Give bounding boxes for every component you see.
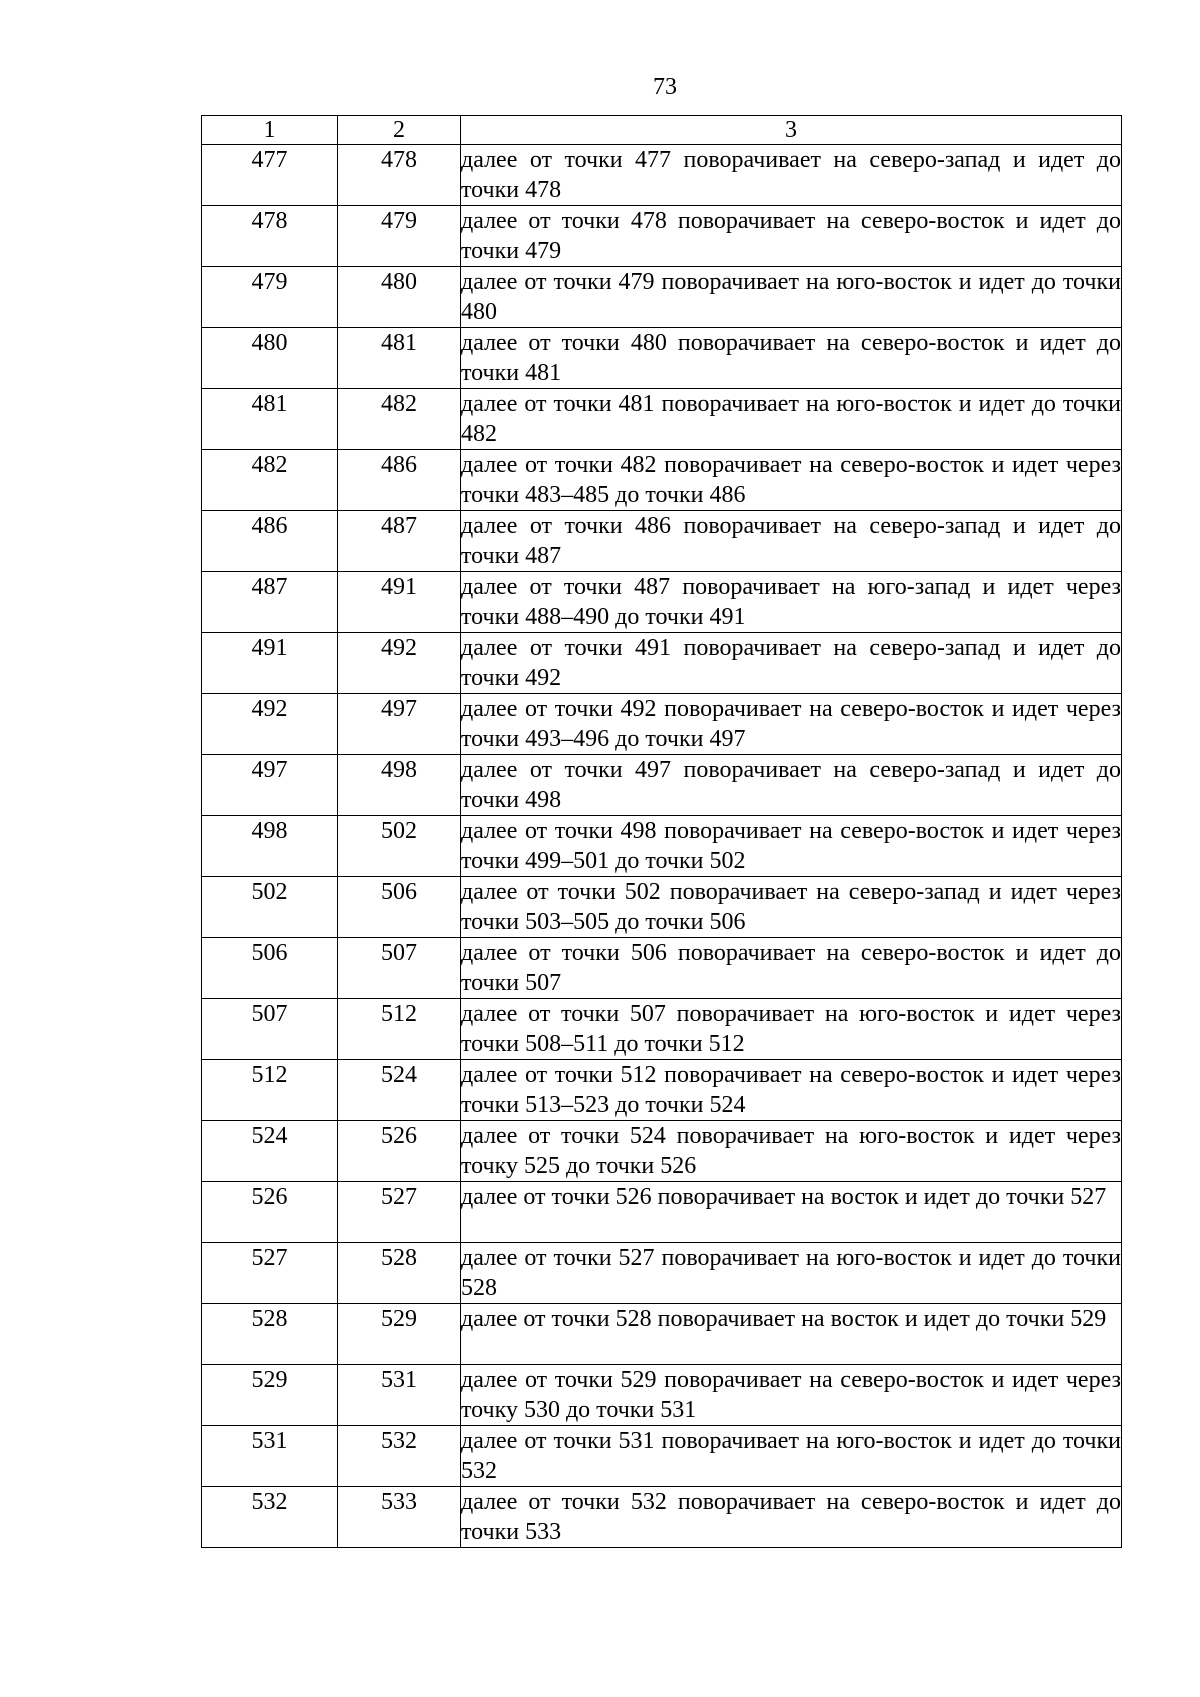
from-point-cell: 477 bbox=[202, 145, 338, 206]
from-point-cell: 478 bbox=[202, 206, 338, 267]
from-point-cell: 497 bbox=[202, 755, 338, 816]
table-row bbox=[202, 1182, 1122, 1243]
table-row bbox=[202, 572, 1122, 633]
from-point-cell: 482 bbox=[202, 450, 338, 511]
to-point-cell: 482 bbox=[338, 389, 461, 450]
description-cell: далее от точки 532 поворачивает на северо-восток и идет до точки 533 bbox=[461, 1487, 1122, 1548]
page-number: 73 bbox=[653, 74, 677, 100]
table-row bbox=[202, 1304, 1122, 1365]
table-row bbox=[202, 328, 1122, 389]
from-point-cell: 492 bbox=[202, 694, 338, 755]
from-point-cell: 512 bbox=[202, 1060, 338, 1121]
description-cell: далее от точки 502 поворачивает на северо-запад и идет через точки 503–505 до точки 506 bbox=[461, 877, 1122, 938]
description-cell: далее от точки 512 поворачивает на северо-восток и идет через точки 513–523 до точки 524 bbox=[461, 1060, 1122, 1121]
column-header-to: 2 bbox=[338, 116, 461, 145]
to-point-cell: 481 bbox=[338, 328, 461, 389]
to-point-cell: 524 bbox=[338, 1060, 461, 1121]
from-point-cell: 487 bbox=[202, 572, 338, 633]
column-header-description: 3 bbox=[461, 116, 1122, 145]
from-point-cell: 480 bbox=[202, 328, 338, 389]
table-row bbox=[202, 1426, 1122, 1487]
description-cell: далее от точки 486 поворачивает на северо-запад и идет до точки 487 bbox=[461, 511, 1122, 572]
to-point-cell: 479 bbox=[338, 206, 461, 267]
table-row bbox=[202, 999, 1122, 1060]
to-point-cell: 486 bbox=[338, 450, 461, 511]
to-point-cell: 506 bbox=[338, 877, 461, 938]
from-point-cell: 498 bbox=[202, 816, 338, 877]
from-point-cell: 524 bbox=[202, 1121, 338, 1182]
from-point-cell: 491 bbox=[202, 633, 338, 694]
from-point-cell: 528 bbox=[202, 1304, 338, 1365]
description-cell: далее от точки 497 поворачивает на северо-запад и идет до точки 498 bbox=[461, 755, 1122, 816]
description-cell: далее от точки 528 поворачивает на восток и идет до точки 529 bbox=[461, 1304, 1122, 1365]
description-cell: далее от точки 479 поворачивает на юго-восток и идет до точки 480 bbox=[461, 267, 1122, 328]
table-row bbox=[202, 755, 1122, 816]
from-point-cell: 506 bbox=[202, 938, 338, 999]
description-cell: далее от точки 491 поворачивает на северо-запад и идет до точки 492 bbox=[461, 633, 1122, 694]
to-point-cell: 498 bbox=[338, 755, 461, 816]
to-point-cell: 492 bbox=[338, 633, 461, 694]
description-cell: далее от точки 492 поворачивает на северо-восток и идет через точки 493–496 до точки 497 bbox=[461, 694, 1122, 755]
to-point-cell: 528 bbox=[338, 1243, 461, 1304]
table-row bbox=[202, 694, 1122, 755]
description-cell: далее от точки 527 поворачивает на юго-восток и идет до точки 528 bbox=[461, 1243, 1122, 1304]
table-row bbox=[202, 511, 1122, 572]
to-point-cell: 526 bbox=[338, 1121, 461, 1182]
table-row bbox=[202, 1243, 1122, 1304]
to-point-cell: 529 bbox=[338, 1304, 461, 1365]
from-point-cell: 507 bbox=[202, 999, 338, 1060]
to-point-cell: 491 bbox=[338, 572, 461, 633]
table-row bbox=[202, 816, 1122, 877]
from-point-cell: 479 bbox=[202, 267, 338, 328]
table-row bbox=[202, 389, 1122, 450]
from-point-cell: 531 bbox=[202, 1426, 338, 1487]
table-row bbox=[202, 1487, 1122, 1548]
description-cell: далее от точки 481 поворачивает на юго-восток и идет до точки 482 bbox=[461, 389, 1122, 450]
boundary-points-table bbox=[201, 115, 1122, 1548]
table-row bbox=[202, 145, 1122, 206]
description-cell: далее от точки 478 поворачивает на северо-восток и идет до точки 479 bbox=[461, 206, 1122, 267]
from-point-cell: 529 bbox=[202, 1365, 338, 1426]
table-row bbox=[202, 877, 1122, 938]
from-point-cell: 526 bbox=[202, 1182, 338, 1243]
to-point-cell: 512 bbox=[338, 999, 461, 1060]
table-row bbox=[202, 1060, 1122, 1121]
from-point-cell: 481 bbox=[202, 389, 338, 450]
to-point-cell: 533 bbox=[338, 1487, 461, 1548]
from-point-cell: 502 bbox=[202, 877, 338, 938]
to-point-cell: 507 bbox=[338, 938, 461, 999]
to-point-cell: 531 bbox=[338, 1365, 461, 1426]
table-row bbox=[202, 1365, 1122, 1426]
table-row bbox=[202, 1121, 1122, 1182]
table-row bbox=[202, 633, 1122, 694]
table-row bbox=[202, 938, 1122, 999]
description-cell: далее от точки 529 поворачивает на северо-восток и идет через точку 530 до точки 531 bbox=[461, 1365, 1122, 1426]
table-row bbox=[202, 267, 1122, 328]
table-header-row bbox=[202, 116, 1122, 145]
description-cell: далее от точки 526 поворачивает на восток и идет до точки 527 bbox=[461, 1182, 1122, 1243]
column-header-from: 1 bbox=[202, 116, 338, 145]
to-point-cell: 487 bbox=[338, 511, 461, 572]
from-point-cell: 486 bbox=[202, 511, 338, 572]
description-cell: далее от точки 531 поворачивает на юго-восток и идет до точки 532 bbox=[461, 1426, 1122, 1487]
table-row bbox=[202, 450, 1122, 511]
description-cell: далее от точки 480 поворачивает на северо-восток и идет до точки 481 bbox=[461, 328, 1122, 389]
description-cell: далее от точки 482 поворачивает на северо-восток и идет через точки 483–485 до точки 486 bbox=[461, 450, 1122, 511]
to-point-cell: 497 bbox=[338, 694, 461, 755]
description-cell: далее от точки 498 поворачивает на северо-восток и идет через точки 499–501 до точки 502 bbox=[461, 816, 1122, 877]
from-point-cell: 527 bbox=[202, 1243, 338, 1304]
table-body bbox=[202, 116, 1122, 1548]
to-point-cell: 480 bbox=[338, 267, 461, 328]
to-point-cell: 478 bbox=[338, 145, 461, 206]
description-cell: далее от точки 477 поворачивает на северо-запад и идет до точки 478 bbox=[461, 145, 1122, 206]
description-cell: далее от точки 487 поворачивает на юго-запад и идет через точки 488–490 до точки 491 bbox=[461, 572, 1122, 633]
table-row bbox=[202, 206, 1122, 267]
description-cell: далее от точки 507 поворачивает на юго-восток и идет через точки 508–511 до точки 512 bbox=[461, 999, 1122, 1060]
description-cell: далее от точки 506 поворачивает на северо-восток и идет до точки 507 bbox=[461, 938, 1122, 999]
from-point-cell: 532 bbox=[202, 1487, 338, 1548]
to-point-cell: 527 bbox=[338, 1182, 461, 1243]
to-point-cell: 502 bbox=[338, 816, 461, 877]
to-point-cell: 532 bbox=[338, 1426, 461, 1487]
description-cell: далее от точки 524 поворачивает на юго-восток и идет через точку 525 до точки 526 bbox=[461, 1121, 1122, 1182]
